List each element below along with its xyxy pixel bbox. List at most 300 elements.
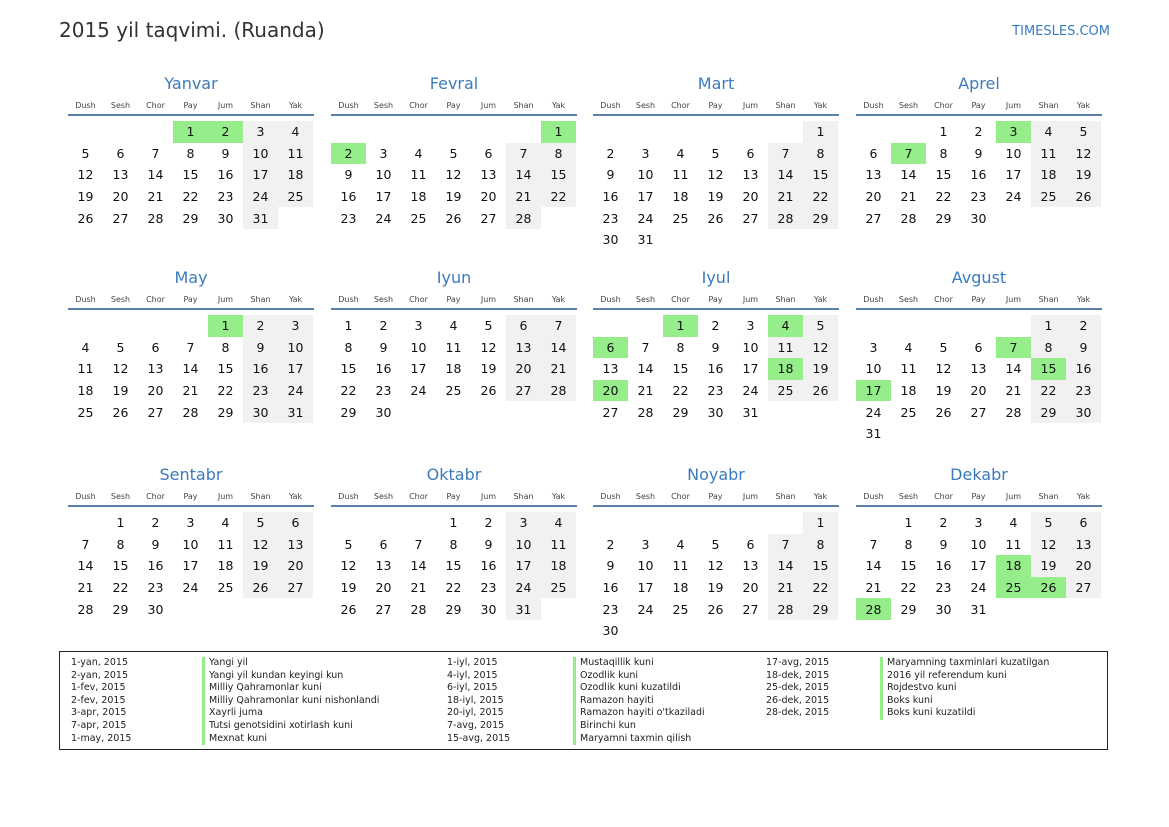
day: 3 bbox=[869, 339, 878, 355]
day: 22 bbox=[1031, 380, 1066, 402]
day: 13 bbox=[742, 558, 759, 574]
day: 15 bbox=[803, 555, 838, 577]
day: 23 bbox=[935, 580, 952, 596]
day: 21 bbox=[768, 577, 803, 599]
day: 25 bbox=[410, 210, 427, 226]
month-oktabr bbox=[331, 464, 577, 620]
day: 19 bbox=[707, 580, 724, 596]
day: 4 bbox=[414, 145, 423, 161]
day: 22 bbox=[803, 186, 838, 208]
day: 14 bbox=[410, 558, 427, 574]
day: 20 bbox=[375, 580, 392, 596]
weekday-label: Chor bbox=[409, 492, 428, 501]
empty-cell bbox=[331, 121, 366, 143]
day: 16 bbox=[602, 189, 619, 205]
day: 1 bbox=[1031, 315, 1066, 337]
weekday-label: Dush bbox=[338, 295, 359, 304]
day: 26 bbox=[340, 601, 357, 617]
day: 21 bbox=[637, 383, 654, 399]
day: 16 bbox=[217, 167, 234, 183]
day: 20 bbox=[742, 580, 759, 596]
day: 31 bbox=[865, 426, 882, 442]
legend-holiday-name: Yangi yil bbox=[202, 657, 379, 670]
weekday-label: Jum bbox=[217, 492, 234, 501]
day: 15 bbox=[445, 558, 462, 574]
day: 9 bbox=[606, 167, 615, 183]
month-yanvar bbox=[68, 73, 314, 229]
legend-holiday-name: Maryamning taxminlari kuzatilgan bbox=[880, 657, 1049, 670]
day: 13 bbox=[147, 361, 164, 377]
day: 20 bbox=[1066, 555, 1101, 577]
day: 7 bbox=[541, 315, 576, 337]
day: 4 bbox=[1031, 121, 1066, 143]
weekday-label: Sesh bbox=[110, 101, 131, 110]
empty-cell bbox=[103, 121, 138, 143]
day: 16 bbox=[970, 167, 987, 183]
legend-date: 25-dek, 2015 bbox=[766, 682, 830, 694]
month-name: Oktabr bbox=[426, 465, 482, 484]
weekday-label: Sesh bbox=[110, 295, 131, 304]
weekday-label: Sesh bbox=[373, 295, 394, 304]
day: 10 bbox=[410, 339, 427, 355]
empty-cell bbox=[593, 315, 628, 337]
day: 5 bbox=[243, 512, 278, 534]
empty-cell bbox=[733, 512, 768, 534]
weekday-label: Yak bbox=[288, 492, 303, 501]
empty-cell bbox=[506, 121, 541, 143]
day: 10 bbox=[970, 536, 987, 552]
day: 24 bbox=[1005, 189, 1022, 205]
day: 27 bbox=[1066, 577, 1101, 599]
day: 1 bbox=[116, 515, 125, 531]
day: 30 bbox=[243, 401, 278, 423]
day: 22 bbox=[340, 383, 357, 399]
day: 16 bbox=[243, 358, 278, 380]
day: 14 bbox=[506, 164, 541, 186]
month-name: Mart bbox=[697, 74, 735, 93]
day: 9 bbox=[151, 536, 160, 552]
weekday-header bbox=[68, 97, 314, 116]
month-name: Iyun bbox=[436, 268, 472, 287]
legend-date: 4-iyl, 2015 bbox=[447, 669, 498, 681]
legend-date: 28-dek, 2015 bbox=[766, 707, 830, 719]
day: 25 bbox=[445, 383, 462, 399]
weekday-label: Yak bbox=[813, 101, 828, 110]
day: 23 bbox=[970, 189, 987, 205]
day: 23 bbox=[1066, 380, 1101, 402]
day: 28 bbox=[768, 598, 803, 620]
day: 24 bbox=[410, 383, 427, 399]
day: 20 bbox=[970, 383, 987, 399]
day: 26 bbox=[243, 577, 278, 599]
legend-date: 2-fev, 2015 bbox=[71, 694, 126, 706]
month-aprel bbox=[856, 73, 1102, 229]
day: 3 bbox=[974, 515, 983, 531]
weekday-label: Sesh bbox=[373, 492, 394, 501]
day: 24 bbox=[865, 404, 882, 420]
legend-holiday-name: Tutsi genotsidini xotirlash kuni bbox=[202, 720, 379, 733]
day: 13 bbox=[1066, 534, 1101, 556]
weekday-label: Sesh bbox=[110, 492, 131, 501]
day: 13 bbox=[742, 167, 759, 183]
day: 26 bbox=[77, 210, 94, 226]
day: 24 bbox=[243, 186, 278, 208]
weekday-label: Pay bbox=[446, 101, 461, 110]
legend-date: 3-apr, 2015 bbox=[71, 707, 127, 719]
day: 19 bbox=[707, 189, 724, 205]
site-link[interactable]: TIMESLES.COM bbox=[1012, 24, 1110, 39]
empty-cell bbox=[856, 512, 891, 534]
holiday-day: 3 bbox=[996, 121, 1031, 143]
month-may bbox=[68, 267, 314, 423]
legend-holiday-name: Mexnat kuni bbox=[202, 733, 379, 746]
empty-cell bbox=[331, 512, 366, 534]
weekday-label: Jum bbox=[742, 101, 759, 110]
weekday-label: Pay bbox=[971, 295, 986, 304]
legend-holiday-name: 2016 yil referendum kuni bbox=[880, 670, 1049, 683]
day: 28 bbox=[182, 404, 199, 420]
day: 21 bbox=[182, 383, 199, 399]
weekday-label: Jum bbox=[1005, 101, 1022, 110]
day: 8 bbox=[803, 534, 838, 556]
day: 6 bbox=[974, 339, 983, 355]
legend-names bbox=[202, 657, 379, 745]
day: 6 bbox=[278, 512, 313, 534]
day: 26 bbox=[445, 210, 462, 226]
day: 16 bbox=[1066, 358, 1101, 380]
weekday-label: Yak bbox=[551, 295, 566, 304]
day: 22 bbox=[445, 580, 462, 596]
holiday-day: 7 bbox=[891, 143, 926, 165]
day: 6 bbox=[1066, 512, 1101, 534]
day: 7 bbox=[81, 536, 90, 552]
day: 2 bbox=[711, 318, 720, 334]
day: 1 bbox=[939, 124, 948, 140]
day-grid bbox=[68, 315, 314, 423]
day: 11 bbox=[278, 143, 313, 165]
legend-date: 6-iyl, 2015 bbox=[447, 682, 498, 694]
day: 7 bbox=[506, 143, 541, 165]
day: 13 bbox=[602, 361, 619, 377]
empty-cell bbox=[628, 315, 663, 337]
day: 28 bbox=[147, 210, 164, 226]
day: 6 bbox=[151, 339, 160, 355]
day: 27 bbox=[147, 404, 164, 420]
month-name: Noyabr bbox=[687, 465, 745, 484]
day: 18 bbox=[278, 164, 313, 186]
day: 15 bbox=[217, 361, 234, 377]
day: 9 bbox=[939, 536, 948, 552]
day: 19 bbox=[803, 358, 838, 380]
holiday-day: 1 bbox=[173, 121, 208, 143]
day: 27 bbox=[506, 380, 541, 402]
day: 20 bbox=[506, 358, 541, 380]
empty-cell bbox=[68, 512, 103, 534]
day: 11 bbox=[541, 534, 576, 556]
day: 20 bbox=[112, 189, 129, 205]
day: 13 bbox=[506, 337, 541, 359]
day: 5 bbox=[803, 315, 838, 337]
weekday-label: Yak bbox=[813, 295, 828, 304]
legend-holiday-name: Ramazon hayiti o'tkaziladi bbox=[573, 707, 705, 720]
day: 15 bbox=[672, 361, 689, 377]
weekday-label: Jum bbox=[480, 295, 497, 304]
day: 4 bbox=[278, 121, 313, 143]
empty-cell bbox=[436, 121, 471, 143]
month-name: May bbox=[174, 268, 208, 287]
day: 26 bbox=[707, 601, 724, 617]
weekday-label: Dush bbox=[863, 295, 884, 304]
weekday-label: Shan bbox=[1038, 492, 1059, 501]
day: 17 bbox=[1005, 167, 1022, 183]
day: 12 bbox=[803, 337, 838, 359]
weekday-label: Yak bbox=[551, 101, 566, 110]
month-name: Avgust bbox=[951, 268, 1007, 287]
day: 6 bbox=[506, 315, 541, 337]
legend-date: 17-avg, 2015 bbox=[766, 657, 830, 668]
legend-date: 7-apr, 2015 bbox=[71, 719, 127, 731]
day: 17 bbox=[278, 358, 313, 380]
day: 14 bbox=[77, 558, 94, 574]
day: 12 bbox=[935, 361, 952, 377]
day: 25 bbox=[217, 580, 234, 596]
day-grid bbox=[68, 512, 314, 620]
day: 6 bbox=[379, 536, 388, 552]
weekday-label: Chor bbox=[934, 101, 953, 110]
month-dekabr bbox=[856, 464, 1102, 620]
weekday-label: Sesh bbox=[635, 101, 656, 110]
day: 3 bbox=[186, 515, 195, 531]
empty-cell bbox=[173, 315, 208, 337]
weekday-label: Jum bbox=[742, 295, 759, 304]
day: 17 bbox=[182, 558, 199, 574]
month-iyun bbox=[331, 267, 577, 423]
day: 1 bbox=[803, 512, 838, 534]
holiday-day: 1 bbox=[541, 121, 576, 143]
weekday-label: Chor bbox=[409, 101, 428, 110]
day: 23 bbox=[602, 601, 619, 617]
legend-date: 1-may, 2015 bbox=[71, 732, 132, 744]
weekday-label: Shan bbox=[775, 492, 796, 501]
day: 3 bbox=[414, 318, 423, 334]
day: 10 bbox=[243, 143, 278, 165]
day: 30 bbox=[935, 601, 952, 617]
day: 13 bbox=[970, 361, 987, 377]
day: 8 bbox=[541, 143, 576, 165]
day: 3 bbox=[243, 121, 278, 143]
day: 19 bbox=[1031, 555, 1066, 577]
weekday-label: Chor bbox=[934, 295, 953, 304]
day: 24 bbox=[278, 380, 313, 402]
day: 6 bbox=[484, 145, 493, 161]
day: 25 bbox=[541, 577, 576, 599]
day: 21 bbox=[506, 186, 541, 208]
legend-holiday-name: Maryamni taxmin qilish bbox=[573, 733, 705, 746]
holiday-day: 20 bbox=[593, 380, 628, 402]
day: 20 bbox=[742, 189, 759, 205]
day: 28 bbox=[1005, 404, 1022, 420]
empty-cell bbox=[961, 315, 996, 337]
day: 18 bbox=[672, 189, 689, 205]
day: 26 bbox=[480, 383, 497, 399]
empty-cell bbox=[138, 315, 173, 337]
weekday-label: Chor bbox=[671, 295, 690, 304]
page-title: 2015 yil taqvimi. (Ruanda) bbox=[59, 18, 325, 42]
legend-date: 2-yan, 2015 bbox=[71, 669, 128, 681]
day: 29 bbox=[803, 598, 838, 620]
day: 24 bbox=[506, 577, 541, 599]
weekday-label: Yak bbox=[288, 295, 303, 304]
day: 30 bbox=[147, 601, 164, 617]
empty-cell bbox=[996, 315, 1031, 337]
weekday-label: Jum bbox=[480, 101, 497, 110]
day: 15 bbox=[900, 558, 917, 574]
day: 17 bbox=[970, 558, 987, 574]
month-name: Iyul bbox=[701, 268, 731, 287]
day: 29 bbox=[112, 601, 129, 617]
day: 30 bbox=[602, 232, 619, 248]
day: 13 bbox=[480, 167, 497, 183]
weekday-label: Dush bbox=[75, 295, 96, 304]
weekday-label: Sesh bbox=[373, 101, 394, 110]
day: 12 bbox=[445, 167, 462, 183]
holiday-day: 2 bbox=[208, 121, 243, 143]
day: 26 bbox=[935, 404, 952, 420]
weekday-label: Dush bbox=[863, 101, 884, 110]
day: 12 bbox=[1031, 534, 1066, 556]
day: 15 bbox=[112, 558, 129, 574]
day: 31 bbox=[970, 601, 987, 617]
weekday-label: Sesh bbox=[898, 295, 919, 304]
day: 2 bbox=[1066, 315, 1101, 337]
day: 2 bbox=[974, 124, 983, 140]
day: 27 bbox=[742, 601, 759, 617]
weekday-label: Jum bbox=[1005, 492, 1022, 501]
weekday-label: Yak bbox=[1076, 101, 1091, 110]
day: 8 bbox=[186, 145, 195, 161]
weekday-label: Jum bbox=[1005, 295, 1022, 304]
day: 21 bbox=[768, 186, 803, 208]
day: 13 bbox=[865, 167, 882, 183]
day: 14 bbox=[637, 361, 654, 377]
empty-cell bbox=[768, 512, 803, 534]
weekday-header bbox=[593, 97, 839, 116]
legend-date: 26-dek, 2015 bbox=[766, 694, 830, 706]
day: 6 bbox=[746, 145, 755, 161]
weekday-header bbox=[856, 488, 1102, 507]
day: 17 bbox=[637, 189, 654, 205]
day: 2 bbox=[484, 515, 493, 531]
day: 14 bbox=[768, 164, 803, 186]
weekday-label: Dush bbox=[600, 492, 621, 501]
day: 20 bbox=[278, 555, 313, 577]
day: 25 bbox=[278, 186, 313, 208]
day: 9 bbox=[711, 339, 720, 355]
weekday-label: Dush bbox=[75, 492, 96, 501]
day-grid bbox=[856, 512, 1102, 620]
legend-holiday-name: Ozodlik kuni kuzatildi bbox=[573, 682, 705, 695]
day: 18 bbox=[77, 383, 94, 399]
day: 6 bbox=[746, 536, 755, 552]
empty-cell bbox=[593, 121, 628, 143]
legend-holiday-name: Yangi yil kundan keyingi kun bbox=[202, 670, 379, 683]
weekday-label: Dush bbox=[600, 101, 621, 110]
weekday-label: Shan bbox=[775, 101, 796, 110]
day: 5 bbox=[939, 339, 948, 355]
day: 4 bbox=[904, 339, 913, 355]
day: 2 bbox=[243, 315, 278, 337]
day: 21 bbox=[865, 580, 882, 596]
empty-cell bbox=[856, 121, 891, 143]
legend-date: 1-iyl, 2015 bbox=[447, 657, 498, 668]
day: 6 bbox=[116, 145, 125, 161]
day: 24 bbox=[182, 580, 199, 596]
day: 20 bbox=[865, 189, 882, 205]
day: 18 bbox=[410, 189, 427, 205]
day: 12 bbox=[480, 339, 497, 355]
day: 19 bbox=[445, 189, 462, 205]
weekday-label: Dush bbox=[75, 101, 96, 110]
day: 23 bbox=[340, 210, 357, 226]
month-fevral bbox=[331, 73, 577, 229]
day: 24 bbox=[375, 210, 392, 226]
day: 8 bbox=[904, 536, 913, 552]
day: 7 bbox=[869, 536, 878, 552]
day: 19 bbox=[480, 361, 497, 377]
weekday-label: Sesh bbox=[635, 295, 656, 304]
holiday-day: 17 bbox=[856, 380, 891, 402]
day-grid bbox=[331, 512, 577, 620]
weekday-label: Yak bbox=[1076, 492, 1091, 501]
day: 28 bbox=[77, 601, 94, 617]
day: 9 bbox=[974, 145, 983, 161]
legend-dates bbox=[447, 657, 510, 745]
empty-cell bbox=[366, 121, 401, 143]
holiday-day: 28 bbox=[856, 598, 891, 620]
day: 28 bbox=[410, 601, 427, 617]
day: 22 bbox=[217, 383, 234, 399]
day: 27 bbox=[278, 577, 313, 599]
day: 3 bbox=[506, 512, 541, 534]
empty-cell bbox=[891, 121, 926, 143]
weekday-header bbox=[593, 291, 839, 310]
empty-cell bbox=[68, 121, 103, 143]
day: 6 bbox=[869, 145, 878, 161]
day: 24 bbox=[970, 580, 987, 596]
holiday-day: 18 bbox=[768, 358, 803, 380]
legend-names bbox=[880, 657, 1049, 720]
day: 30 bbox=[480, 601, 497, 617]
weekday-label: Sesh bbox=[635, 492, 656, 501]
day: 21 bbox=[1005, 383, 1022, 399]
day: 4 bbox=[1009, 515, 1018, 531]
day: 14 bbox=[1005, 361, 1022, 377]
weekday-label: Dush bbox=[338, 101, 359, 110]
weekday-header bbox=[331, 488, 577, 507]
day: 19 bbox=[77, 189, 94, 205]
day: 29 bbox=[935, 210, 952, 226]
day: 12 bbox=[1066, 143, 1101, 165]
day: 23 bbox=[147, 580, 164, 596]
weekday-label: Shan bbox=[250, 492, 271, 501]
day: 15 bbox=[935, 167, 952, 183]
day: 31 bbox=[637, 232, 654, 248]
day: 19 bbox=[243, 555, 278, 577]
day-grid bbox=[856, 315, 1102, 445]
day: 3 bbox=[746, 318, 755, 334]
day: 4 bbox=[541, 512, 576, 534]
day: 15 bbox=[803, 164, 838, 186]
